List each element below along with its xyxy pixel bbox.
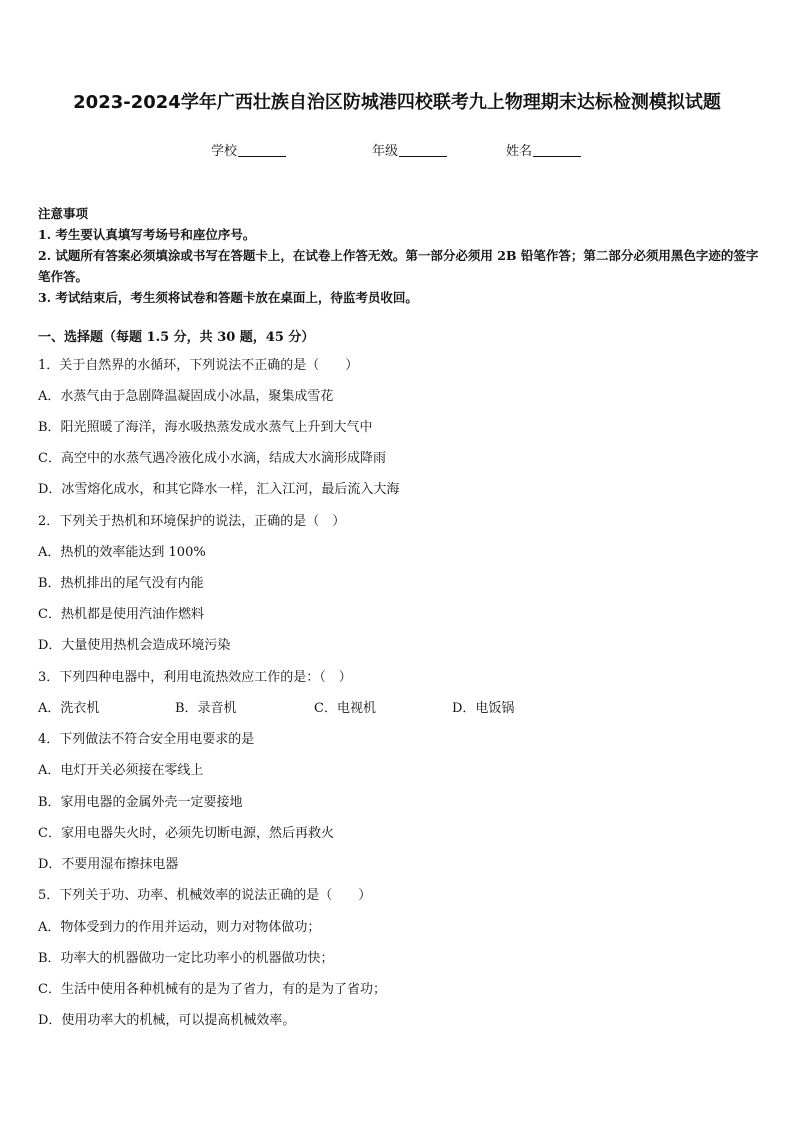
question-stem: 3．下列四种电器中，利用电流热效应工作的是：（ ）: [38, 670, 352, 685]
school-field: [211, 140, 286, 159]
notes-item: 1. 考生要认真填写考场号和座位序号。: [38, 227, 256, 242]
school-blank[interactable]: [238, 142, 286, 157]
question-option: B．阳光照暖了海洋，海水吸热蒸发成水蒸气上升到大气中: [38, 420, 373, 435]
grade-label: 年级: [372, 144, 399, 159]
name-label: 姓名: [506, 144, 533, 159]
question-option: B．家用电器的金属外壳一定要接地: [38, 795, 243, 810]
question-option: B．热机排出的尾气没有内能: [38, 576, 204, 591]
grade-field: [372, 140, 447, 159]
question-option: B．功率大的机器做功一定比功率小的机器做功快；: [38, 951, 334, 966]
question-stem: 1．关于自然界的水循环，下列说法不正确的是（ ）: [38, 358, 359, 373]
question-option: B．录音机: [175, 701, 237, 716]
question-option: A．电灯开关必须接在零线上: [38, 763, 204, 778]
question-option: C．生活中使用各种机械有的是为了省力，有的是为了省功；: [38, 982, 386, 997]
question-option: D．冰雪熔化成水，和其它降水一样，汇入江河，最后流入大海: [38, 482, 400, 497]
name-field: [506, 140, 581, 159]
section-title: 一、选择题（每题 1.5 分，共 30 题，45 分）: [38, 330, 315, 345]
notes-heading: 注意事项: [38, 206, 89, 221]
notes-item: 3. 考试结束后，考生须将试卷和答题卡放在桌面上，待监考员收回。: [38, 290, 418, 305]
question-option: D．不要用湿布擦抹电器: [38, 857, 179, 872]
question-option: D．使用功率大的机械，可以提高机械效率。: [38, 1013, 296, 1028]
question-option: C．热机都是使用汽油作燃料: [38, 607, 204, 622]
question-option: A．水蒸气由于急剧降温凝固成小冰晶，聚集成雪花: [38, 389, 334, 404]
question-option: A．热机的效率能达到 100%: [38, 545, 206, 560]
question-option: C．高空中的水蒸气遇冷液化成小水滴，结成大水滴形成降雨: [38, 451, 386, 466]
name-blank[interactable]: [533, 142, 581, 157]
notes-item: 2. 试题所有答案必须填涂或书写在答题卡上，在试卷上作答无效。第一部分必须用 2B 铅笔作答；第二部分必须用黑色字迹的签字笔作答。: [38, 248, 759, 284]
question-option: A．物体受到力的作用并运动，则力对物体做功；: [38, 920, 321, 935]
question-options-row: [38, 697, 758, 717]
notes-block: [38, 203, 763, 308]
question-stem: 2．下列关于热机和环境保护的说法，正确的是（ ）: [38, 514, 346, 529]
question-option: D．大量使用热机会造成环境污染: [38, 638, 231, 653]
student-info-row: [0, 140, 794, 160]
question-stem: 4．下列做法不符合安全用电要求的是: [38, 732, 255, 747]
school-label: 学校: [211, 144, 238, 159]
question-stem: 5．下列关于功、功率、机械效率的说法正确的是（ ）: [38, 888, 372, 903]
grade-blank[interactable]: [399, 142, 447, 157]
question-option: A．洗衣机: [38, 701, 100, 716]
question-option: C．家用电器失火时，必须先切断电源，然后再救火: [38, 826, 334, 841]
question-option: C．电视机: [314, 701, 376, 716]
question-option: D．电饭锅: [452, 701, 515, 716]
exam-title: 2023-2024学年广西壮族自治区防城港四校联考九上物理期末达标检测模拟试题: [73, 92, 721, 113]
